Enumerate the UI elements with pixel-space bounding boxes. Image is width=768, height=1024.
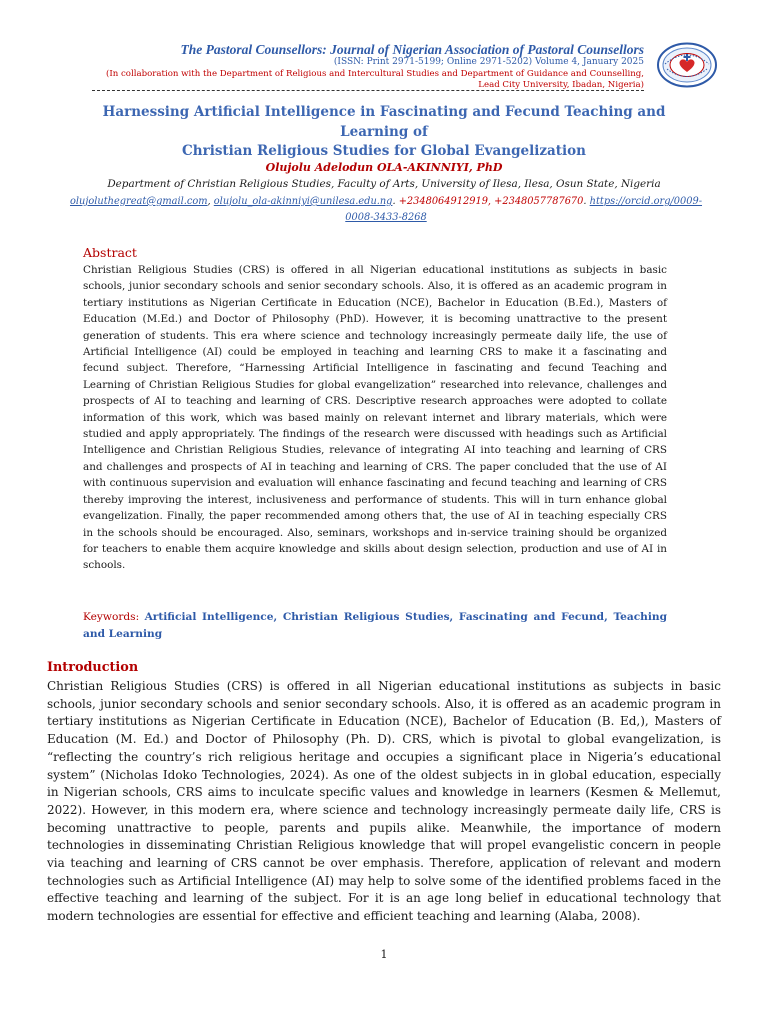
phone-numbers: +2348064912919, +2348057787670 (398, 196, 584, 207)
author-affiliation: Department of Christian Religious Studies, Faculty of Arts, University of Ilesa, Ilesa, Osun State, Nigeria (107, 178, 661, 190)
email-link-1[interactable]: olujoluthegreat@gmail.com (69, 196, 208, 207)
email-link-2[interactable]: olujolu_ola-akinniyi@unilesa.edu.ng (213, 196, 393, 207)
header-divider (92, 90, 644, 91)
contact-separator: . (583, 196, 590, 207)
paper-title-line-2: Christian Religious Studies for Global Evangelization (182, 143, 586, 159)
page-number: 1 (380, 948, 388, 961)
association-seal-icon (656, 42, 718, 88)
author-name: Olujolu Adelodun OLA-AKINNIYI, PhD (265, 161, 503, 174)
abstract-heading: Abstract (83, 245, 137, 260)
keywords (83, 609, 667, 643)
orcid-link-part-1: https://orcid.org/0009- (589, 196, 703, 207)
introduction-body: Christian Religious Studies (CRS) is offered in all Nigerian educational institutions as subjects in basic schools, junior secondary schools and senior secondary schools. Also, it is offered as an academic program in tertiary institutions as Nigerian Certificate in Education (NCE), Bachelor of Education (B. Ed,), Masters of Education (M. Ed.) and Doctor of Philosophy (Ph. D). CRS, which is pivotal to global evangelization, is “reflecting the country’s rich religious heritage and occupies a significant place in Nigeria’s educational system” (Nicholas Idoko Technologies, 2024). As one of the oldest subjects in in global education, especially in Nigerian schools, CRS aims to inculcate specific values and knowledge in learners (Kesmen & Mellemut, 2022). However, in this modern era, where science and technology increasingly permeate daily life, CRS is becoming unattractive to people, parents and pupils alike. Meanwhile, the importance of modern technologies in disseminating Christian Religious knowledge that will propel evangelistic concern in people via teaching and learning of CRS cannot be over emphasis. Therefore, application of relevant and modern technologies such as Artificial Intelligence (AI) may help to solve some of the identified problems faced in the effective teaching and learning of the subject. For it is an age long belief in educational technology that modern technologies are essential for effective and efficient teaching and learning (Alaba, 2008). (47, 679, 721, 924)
journal-title: The Pastoral Counsellors: Journal of Nigerian Association of Pastoral Counsellors (180, 42, 644, 57)
contact-separator: . (392, 196, 399, 207)
keywords-text: Artificial Intelligence, Christian Religious Studies, Fascinating and Fecund, Teaching and Learning (83, 611, 668, 640)
author-contacts (56, 194, 716, 226)
paper-title (70, 103, 698, 162)
collaboration-line-2: Lead City University, Ibadan, Nigeria) (478, 80, 644, 90)
abstract-body: Christian Religious Studies (CRS) is offered in all Nigerian educational institutions as subjects in basic schools, junior secondary schools and senior secondary schools. Also, it is offered as an academic program in tertiary institutions as Nigerian Certificate in Education (NCE), Bachelor in Education (B.Ed.), Masters of Education (M.Ed.) and Doctor of Philosophy (PhD). However, it is becoming unattractive to the present generation of students. This era where science and technology increasingly permeate daily life, the use of Artificial Intelligence (AI) could be employed in teaching and learning CRS to make it a fascinating and fecund subject. Therefore, “Harnessing Artificial Intelligence in fascinating and fecund Teaching and Learning of Christian Religious Studies for global evangelization” researched into relevance, challenges and prospects of AI to teaching and learning of CRS. Descriptive research approaches were adopted to collate information of this work, which was based mainly on relevant internet and library materials, which were studied and apply appropriately. The findings of the research were discussed with headings such as Artificial Intelligence and Christian Religious Studies, relevance of integrating AI into teaching and learning of CRS and challenges and prospects of AI in teaching and learning of CRS. The paper concluded that the use of AI with continuous supervision and evaluation will enhance fascinating and fecund teaching and learning of CRS thereby improving the interest, inclusiveness and performance of students. This will in turn enhance global evangelization. Finally, the paper recommended among others that, the use of AI in teaching especially CRS in the schools should be encouraged. Also, seminars, workshops and in-service training should be organized for teachers to enable them acquire knowledge and skills about design selection, production and use of AI in schools. (83, 264, 667, 572)
paper-title-line-1: Harnessing Artificial Intelligence in Fascinating and Fecund Teaching and Learning of (102, 104, 666, 140)
contact-separator: , (207, 196, 214, 207)
collaboration-line-1: (In collaboration with the Department of Religious and Intercultural Studies and Department of Guidance and Counselling, (105, 69, 644, 79)
keywords-separator: : (135, 611, 145, 623)
issn-line: (ISSN: Print 2971-5199; Online 2971-5202) Volume 4, January 2025 (333, 57, 644, 67)
introduction-heading: Introduction (47, 660, 139, 675)
orcid-link-part-2: 0008-3433-8268 (345, 212, 427, 223)
keywords-label: Keywords (83, 611, 136, 623)
collaboration-note (60, 69, 644, 91)
